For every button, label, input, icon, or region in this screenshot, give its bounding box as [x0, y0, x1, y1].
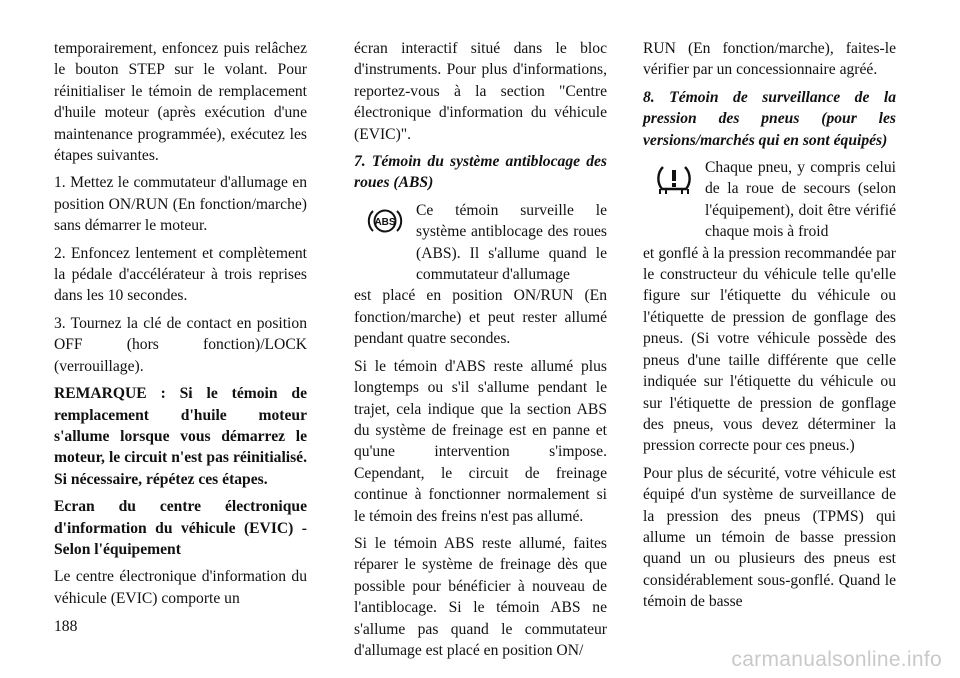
paragraph: temporairement, enfoncez puis relâchez le bouton STEP sur le volant. Pour réinitialiser le témoin de remplacement d'huile moteur (après exécution d'une maintenance programmée), exécutez les étapes suivantes.	[54, 40, 307, 165]
paragraph: et gonflé à la pression recommandée par le constructeur du véhicule telle qu'elle figure sur l'étiquette du véhicule ou l'étiquette de pression de gonflage des pneus. (Si votre véhicule possède des pneus d'une taille différente que celle indiquée sur l'étiquette du véhicule ou sur l'étiquette de pression de gonflage des pneus, vous devez déterminer la pression correcte pour ces pneus.)	[643, 244, 896, 455]
step-3: 3. Tournez la clé de contact en position OFF (hors fonction)/LOCK (verrouillage).	[54, 314, 307, 375]
paragraph: écran interactif situé dans le bloc d'instruments. Pour plus d'informations, reportez-vous à la section "Centre électronique d'information du véhicule (EVIC)".	[354, 40, 607, 143]
step-2: 2. Enfoncez lentement et complètement la pédale d'accélérateur à trois reprises dans les 10 secondes.	[54, 244, 307, 305]
heading-abs: 7. Témoin du système antiblocage des roues (ABS)	[354, 153, 607, 192]
abs-warning-icon	[354, 200, 416, 236]
paragraph: est placé en position ON/RUN (En fonction/marche) et peut rester allumé pendant quatre secondes.	[354, 287, 607, 348]
tpms-text: Chaque pneu, y compris celui de la roue de secours (selon l'équipement), doit être vérifié chaque mois à froid	[705, 159, 896, 241]
abs-icon-label: ABS	[374, 216, 396, 228]
column-middle	[354, 38, 607, 667]
note: REMARQUE : Si le témoin de remplacement d'huile moteur s'allume lorsque vous démarrez le moteur, le circuit n'est pas réinitialisé. Si nécessaire, répétez ces étapes.	[54, 385, 307, 488]
abs-block	[354, 200, 607, 286]
paragraph: Si le témoin d'ABS reste allumé plus longtemps ou s'il s'allume pendant le trajet, cela indique que la section ABS du système de freinage est en panne et qu'une intervention s'impose. Cependant, le circuit de freinage continue à fonctionner normalement si le témoin des freins n'est pas allumé.	[354, 357, 607, 525]
column-left	[54, 38, 307, 615]
section-heading: Ecran du centre électronique d'information du véhicule (EVIC) - Selon l'équipement	[54, 498, 307, 558]
heading-tpms: 8. Témoin de surveillance de la pression des pneus (pour les versions/marchés qui en sont équipés)	[643, 88, 896, 149]
paragraph: Pour plus de sécurité, votre véhicule est équipé d'un système de surveillance de la pression des pneus (TPMS) qui allume un témoin de basse pression quand un ou plusieurs des pneus est considérablement sous-gonflé. Quand le témoin de basse	[643, 464, 896, 611]
tpms-block	[643, 157, 896, 243]
step-1: 1. Mettez le commutateur d'allumage en position ON/RUN (En fonction/marche) sans démarrer le moteur.	[54, 174, 307, 235]
tpms-warning-icon	[643, 157, 705, 197]
paragraph: Le centre électronique d'information du véhicule (EVIC) comporte un	[54, 568, 307, 607]
column-right	[643, 38, 896, 619]
paragraph: Si le témoin ABS reste allumé, faites réparer le système de freinage dès que possible pour bénéficier à nouveau de l'antiblocage. Si le témoin ABS ne s'allume pas quand le commutateur d'allumage est placé en position ON/	[354, 534, 607, 659]
paragraph: RUN (En fonction/marche), faites-le vérifier par un concessionnaire agréé.	[643, 40, 896, 79]
page-number: 188	[54, 618, 78, 635]
watermark: carmanualsonline.info	[731, 648, 942, 671]
abs-text: Ce témoin surveille le système antiblocage des roues (ABS). Il s'allume quand le commutateur d'allumage	[416, 201, 607, 284]
